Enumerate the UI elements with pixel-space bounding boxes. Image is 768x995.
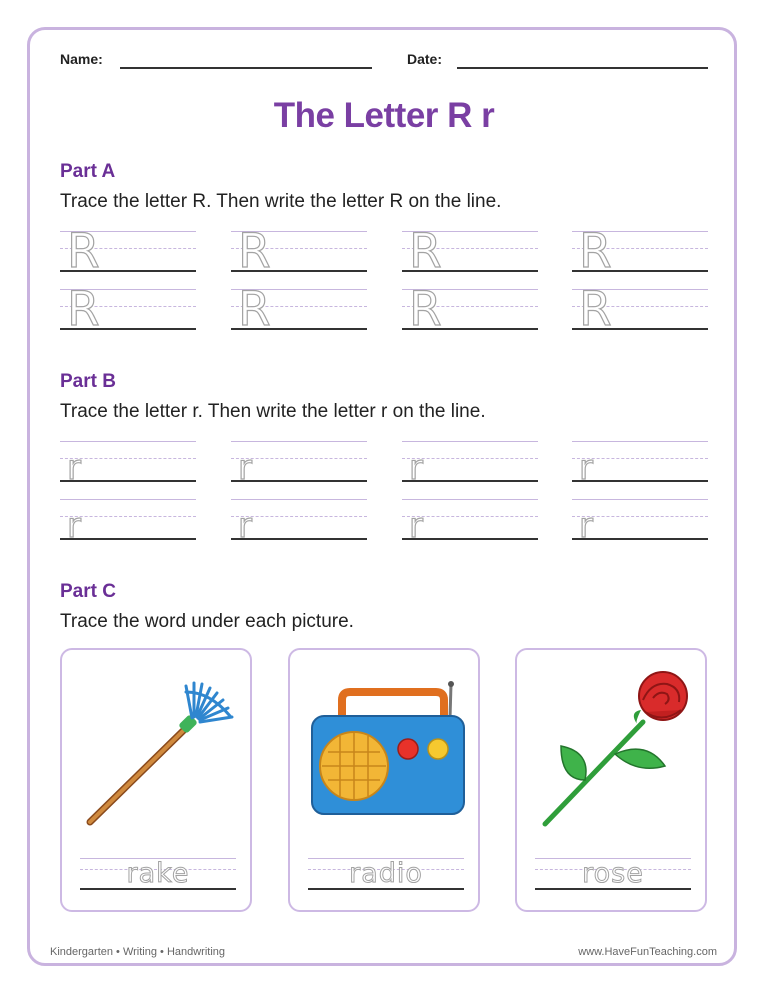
page-title: The Letter R r <box>273 96 495 135</box>
trace-line-upper[interactable] <box>231 224 367 279</box>
trace-line-lower[interactable] <box>60 499 196 546</box>
trace-glyph: r <box>579 448 593 488</box>
trace-line-lower[interactable] <box>572 499 708 546</box>
trace-glyph: R <box>67 224 100 279</box>
part-a-instruction: Trace the letter R. Then write the letter R on the line. <box>60 191 502 212</box>
radio-image <box>298 662 474 842</box>
picture-card-rose <box>515 648 707 912</box>
trace-line-upper[interactable] <box>572 282 708 337</box>
trace-word-line[interactable] <box>535 858 691 892</box>
part-a-heading: Part A <box>60 161 116 182</box>
trace-line-lower[interactable] <box>60 441 196 488</box>
trace-line-lower[interactable] <box>572 441 708 488</box>
trace-glyph: R <box>238 224 271 279</box>
trace-glyph: R <box>238 282 271 337</box>
picture-card-radio <box>288 648 480 912</box>
trace-line-lower[interactable] <box>231 499 367 546</box>
trace-word-line[interactable] <box>80 858 236 892</box>
trace-line-upper[interactable] <box>60 282 196 337</box>
footer-categories: Kindergarten • Writing • Handwriting <box>50 946 226 958</box>
date-label: Date: <box>407 51 443 67</box>
trace-word: rake <box>126 858 190 889</box>
trace-line-upper[interactable] <box>402 224 538 279</box>
date-field-line[interactable] <box>457 67 708 69</box>
part-b-heading: Part B <box>60 371 116 392</box>
trace-glyph: R <box>579 224 612 279</box>
trace-glyph: R <box>67 282 100 337</box>
picture-card-rake <box>60 648 252 912</box>
part-c-instruction: Trace the word under each picture. <box>60 611 354 632</box>
trace-glyph: R <box>409 282 442 337</box>
trace-word-line[interactable] <box>308 858 464 892</box>
rose-image <box>525 662 701 842</box>
trace-line-upper[interactable] <box>231 282 367 337</box>
trace-glyph: r <box>67 506 81 546</box>
rake-image <box>70 662 246 842</box>
trace-line-lower[interactable] <box>402 499 538 546</box>
footer-website: www.HaveFunTeaching.com <box>578 946 717 958</box>
trace-word: radio <box>349 858 423 889</box>
trace-line-lower[interactable] <box>402 441 538 488</box>
part-c-heading: Part C <box>60 581 116 602</box>
trace-line-upper[interactable] <box>572 224 708 279</box>
trace-glyph: r <box>67 448 81 488</box>
trace-glyph: R <box>409 224 442 279</box>
name-label: Name: <box>60 51 103 67</box>
trace-glyph: r <box>238 448 252 488</box>
part-b-instruction: Trace the letter r. Then write the letter r on the line. <box>60 401 486 422</box>
trace-word: rose <box>582 858 644 889</box>
trace-glyph: r <box>409 448 423 488</box>
trace-glyph: r <box>579 506 593 546</box>
trace-glyph: r <box>409 506 423 546</box>
trace-line-upper[interactable] <box>60 224 196 279</box>
trace-line-upper[interactable] <box>402 282 538 337</box>
name-field-line[interactable] <box>120 67 372 69</box>
trace-glyph: R <box>579 282 612 337</box>
trace-glyph: r <box>238 506 252 546</box>
trace-line-lower[interactable] <box>231 441 367 488</box>
